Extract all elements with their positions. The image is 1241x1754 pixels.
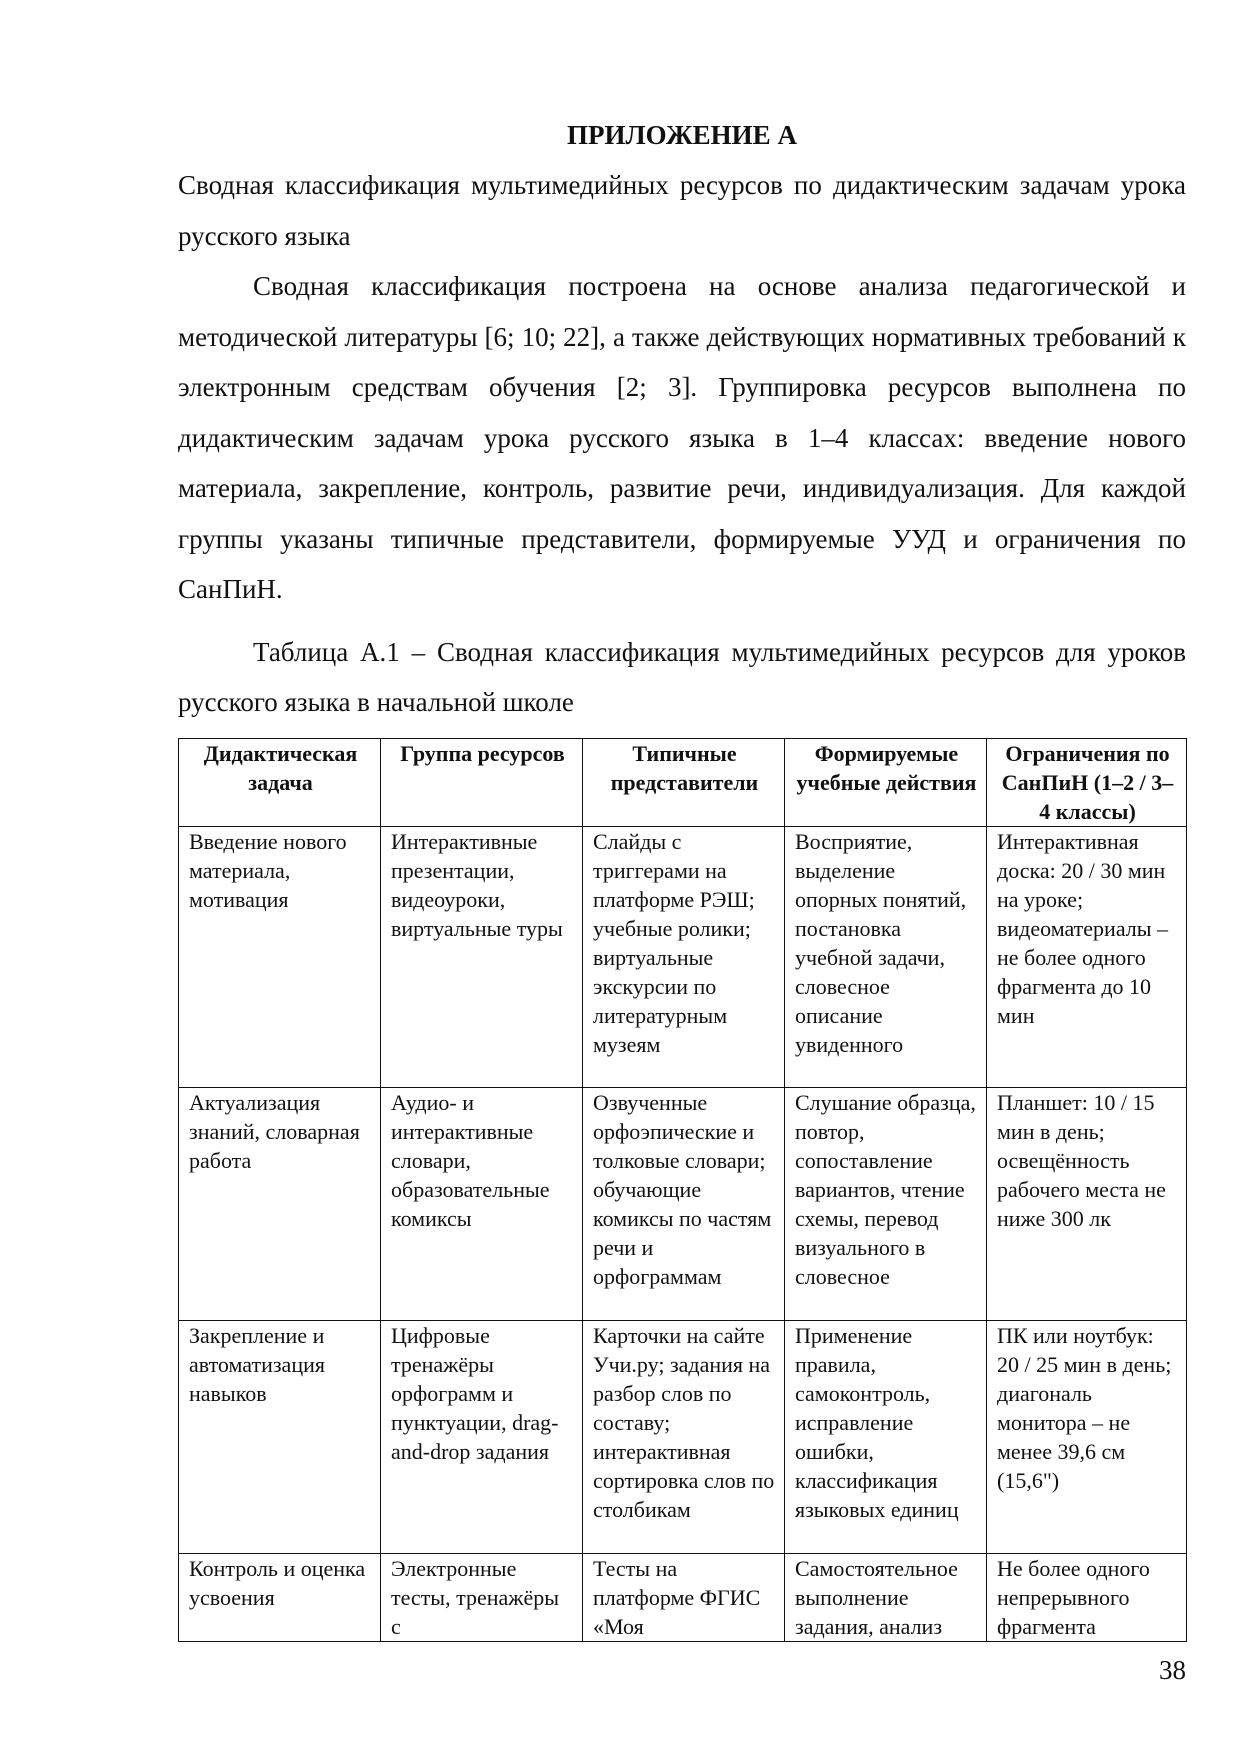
header-typical-examples: Типичные представители — [583, 738, 785, 826]
table-cell: Контроль и оценка усвоения — [179, 1553, 381, 1641]
table-cell: Не более одного непрерывного фрагмента — [987, 1553, 1187, 1641]
header-didactic-task: Дидактическая задача — [179, 738, 381, 826]
table-cell: Аудио- и интерактивные словари, образовательные комиксы — [381, 1087, 583, 1320]
table-cell: Карточки на сайте Учи.ру; задания на разбор слов по составу; интерактивная сортировка слов по столбикам — [583, 1320, 785, 1553]
appendix-heading: ПРИЛОЖЕНИЕ А — [567, 120, 797, 150]
table-row — [179, 1553, 1187, 1641]
table-row — [179, 1320, 1187, 1553]
table-cell: Закрепление и автоматизация навыков — [179, 1320, 381, 1553]
table-cell: Интерактивные презентации, видеоуроки, виртуальные туры — [381, 826, 583, 1087]
table-cell: Актуализация знаний, словарная работа — [179, 1087, 381, 1320]
table-cell: Слайды с триггерами на платформе РЭШ; учебные ролики; виртуальные экскурсии по литературным музеям — [583, 826, 785, 1087]
table-cell: Интерактивная доска: 20 / 30 мин на уроке; видеоматериалы – не более одного фрагмента до 10 мин — [987, 826, 1187, 1087]
table-header-row — [179, 738, 1187, 826]
header-sanpin-limits: Ограничения по СанПиН (1–2 / 3–4 классы) — [987, 738, 1187, 826]
appendix-subtitle: Сводная классификация мультимедийных ресурсов по дидактическим задачам урока русского языка — [178, 170, 1186, 251]
table-cell: Самостоятельное выполнение задания, анализ — [785, 1553, 987, 1641]
table-cell: Восприятие, выделение опорных понятий, постановка учебной задачи, словесное описание увиденного — [785, 826, 987, 1087]
classification-table — [178, 738, 1187, 1642]
table-row — [179, 826, 1187, 1087]
page-number: 38 — [1159, 1655, 1186, 1685]
table-cell: Слушание образца, повтор, сопоставление вариантов, чтение схемы, перевод визуального в словесное — [785, 1087, 987, 1320]
document-page — [178, 110, 1186, 1642]
header-learning-actions: Формируемые учебные действия — [785, 738, 987, 826]
table-row — [179, 1087, 1187, 1320]
table-cell: Применение правила, самоконтроль, исправление ошибки, классификация языковых единиц — [785, 1320, 987, 1553]
table-cell: ПК или ноутбук: 20 / 25 мин в день; диагональ монитора – не менее 39,6 см (15,6") — [987, 1320, 1187, 1553]
header-resource-group: Группа ресурсов — [381, 738, 583, 826]
intro-paragraph: Сводная классификация построена на основе анализа педагогической и методической литературы [6; 10; 22], а также действующих нормативных требований к электронным средствам обучения [2; 3]. Группировка ресурсов выполнена по дидактическим задачам урока русского языка в 1–4 классах: введение нового материала, закрепление, контроль, развитие речи, индивидуализация. Для каждой группы указаны типичные представители, формируемые УУД и ограничения по СанПиН. — [178, 271, 1186, 604]
table-cell: Озвученные орфоэпические и толковые словари; обучающие комиксы по частям речи и орфограммам — [583, 1087, 785, 1320]
table-cell: Планшет: 10 / 15 мин в день; освещённость рабочего места не ниже 300 лк — [987, 1087, 1187, 1320]
table-cell: Введение нового материала, мотивация — [179, 826, 381, 1087]
table-cell: Тесты на платформе ФГИС «Моя — [583, 1553, 785, 1641]
table-caption: Таблица А.1 – Сводная классификация мультимедийных ресурсов для уроков русского языка в начальной школе — [178, 636, 1186, 717]
table-cell: Электронные тесты, тренажёры с — [381, 1553, 583, 1641]
table-cell: Цифровые тренажёры орфограмм и пунктуации, drag-and-drop задания — [381, 1320, 583, 1553]
